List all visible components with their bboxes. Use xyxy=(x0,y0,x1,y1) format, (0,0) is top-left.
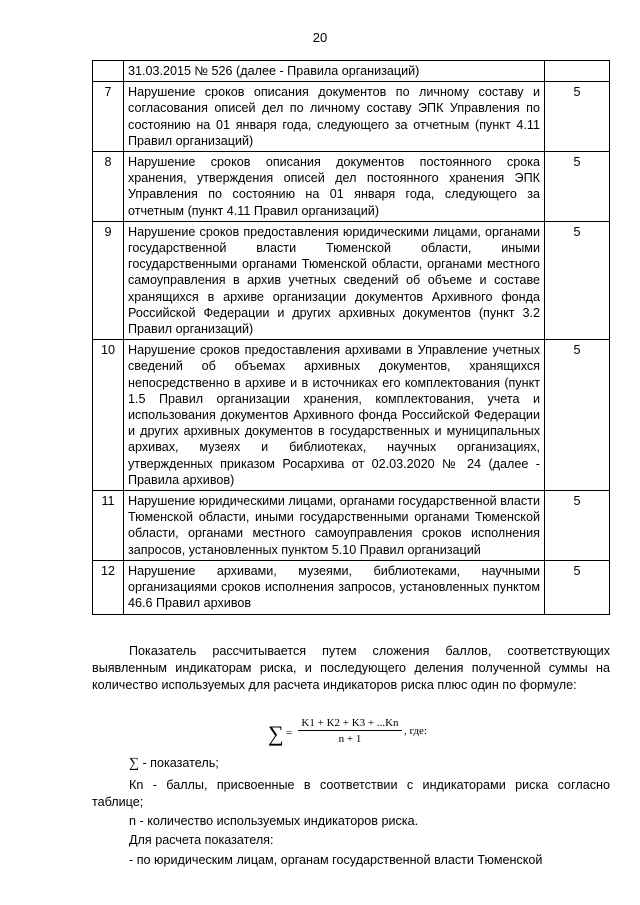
n-definition: n - количество используемых индикаторов риска. xyxy=(129,814,419,828)
indicator-score: 5 xyxy=(545,560,610,614)
sigma-definition xyxy=(129,755,610,772)
row-number: 10 xyxy=(93,340,124,491)
indicator-score: 5 xyxy=(545,491,610,561)
indicator-text: Нарушение сроков описания документов по личному составу и согласования описей дел по личному составу ЭПК Управления по состоянию на 01 января года, следующего за отчетным (пункт 4.11 Правил организаций) xyxy=(124,82,545,152)
indicator-description: Показатель рассчитывается путем сложения баллов, соответствующих выявленным индикаторам риска, и последующего деления полученной суммы на количество используемых для расчета индикаторов риска плюс один по формуле: xyxy=(92,644,610,692)
indicator-text: Нарушение сроков предоставления юридическими лицами, органами государственной власти Тюменской области, иными государственными органами Тюменской области, органами местного самоуправления в архив учетных сведений об объеме и составе хранящихся в архиве организации документов Архивного фонда Российской Федерации и других архивных документов (пункт 3.2 Правил организаций) xyxy=(124,221,545,339)
indicator-text: Нарушение юридическими лицами, органами государственной власти Тюменской области, иными государственными органами Тюменской области, органами местного самоуправления сроков исполнения запросов, установленных пунктом 5.10 Правил организаций xyxy=(124,491,545,561)
indicator-score: 5 xyxy=(545,82,610,152)
table-row xyxy=(93,491,610,561)
page-number: 20 xyxy=(312,30,328,45)
indicator-text: 31.03.2015 № 526 (далее - Правила организаций) xyxy=(124,61,545,82)
formula-where: , где: xyxy=(404,725,427,737)
row-number: 9 xyxy=(93,221,124,339)
indicator-score: 5 xyxy=(545,221,610,339)
indicator-score: 5 xyxy=(545,152,610,222)
table-row xyxy=(93,82,610,152)
table-row xyxy=(93,560,610,614)
sigma-definition-text: - показатель; xyxy=(142,756,219,770)
formula-equals: = xyxy=(286,727,293,739)
indicator-score xyxy=(545,61,610,82)
risk-indicators-table xyxy=(92,60,610,615)
indicator-score: 5 xyxy=(545,340,610,491)
sigma-symbol-inline: ∑ xyxy=(129,756,139,771)
row-number: 11 xyxy=(93,491,124,561)
formula-numerator: K1 + K2 + K3 + ...Kn xyxy=(301,717,399,729)
legal-persons-item: - по юридическим лицам, органам государственной власти Тюменской xyxy=(129,853,543,867)
row-number xyxy=(93,61,124,82)
table-row xyxy=(93,152,610,222)
kn-definition: Кn - баллы, присвоенные в соответствии с индикаторами риска согласно таблице; xyxy=(92,778,610,809)
formula-fraction xyxy=(298,717,402,745)
row-number: 7 xyxy=(93,82,124,152)
table-row xyxy=(93,340,610,491)
formula-denominator: n + 1 xyxy=(338,733,362,745)
row-number: 8 xyxy=(93,152,124,222)
sigma-symbol: ∑ xyxy=(268,721,284,746)
indicator-text: Нарушение сроков предоставления архивами в Управление учетных сведений об объемах архивных документов, хранящихся непосредственно в архиве и в источниках его комплектования (пункт 1.5 Правил организации хранения, комплектования, учета и использования документов Архивного фонда Российской Федерации и других архивных документов в государственных и муниципальных архивах, музеях и библиотеках, научных организациях, утвержденных приказом Росархива от 02.03.2020 № 24 (далее - Правила архивов) xyxy=(124,340,545,491)
table-row xyxy=(93,61,610,82)
row-number: 12 xyxy=(93,560,124,614)
table-row xyxy=(93,221,610,339)
indicator-text: Нарушение архивами, музеями, библиотеками, научными организациями сроков исполнения запросов, установленных пунктом 46.6 Правил архивов xyxy=(124,560,545,614)
indicator-text: Нарушение сроков описания документов постоянного срока хранения, утверждения описей дел постоянного хранения ЭПК Управления по состоянию на 01 января года, следующего за отчетным (пункт 4.11 Правил организаций) xyxy=(124,152,545,222)
calculation-intro: Для расчета показателя: xyxy=(129,833,274,847)
